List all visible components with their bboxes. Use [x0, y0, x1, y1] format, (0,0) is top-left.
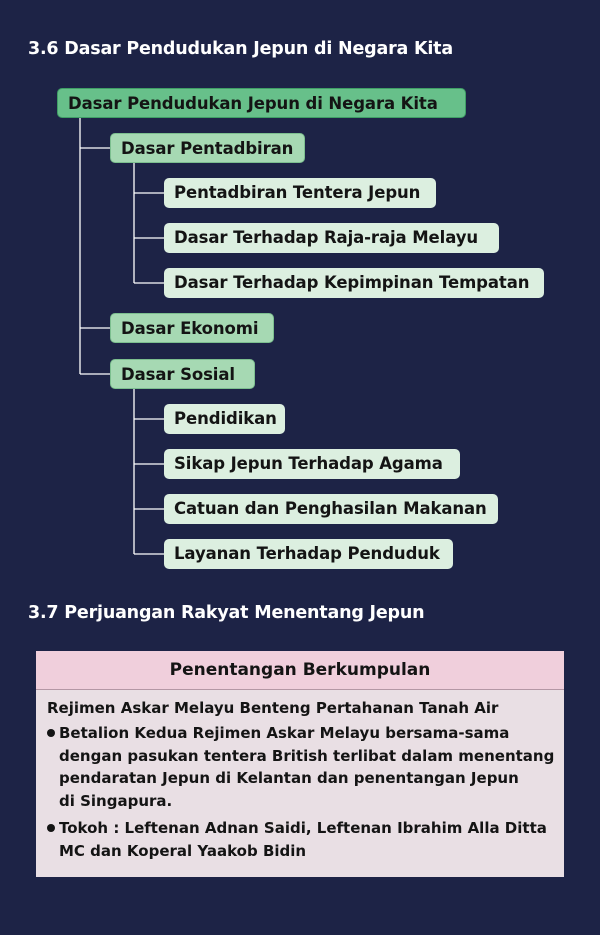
node-dasar-raja-raja-melayu: Dasar Terhadap Raja-raja Melayu	[164, 223, 499, 253]
node-pendidikan: Pendidikan	[164, 404, 285, 434]
node-dasar-ekonomi: Dasar Ekonomi	[110, 313, 274, 343]
tree-root-node: Dasar Pendudukan Jepun di Negara Kita	[57, 88, 466, 118]
node-sikap-jepun-agama: Sikap Jepun Terhadap Agama	[164, 449, 460, 479]
box-subtitle: Rejimen Askar Melayu Benteng Pertahanan Tanah Air	[47, 699, 499, 717]
node-catuan-makanan: Catuan dan Penghasilan Makanan	[164, 494, 498, 524]
bullet-line: dengan pasukan tentera British terlibat dalam menentang	[59, 746, 555, 765]
bullet-line: pendaratan Jepun di Kelantan dan penentangan Jepun	[59, 769, 519, 787]
bullet-dot-icon	[47, 729, 55, 737]
node-dasar-sosial: Dasar Sosial	[110, 359, 255, 389]
bullet-line: MC dan Koperal Yaakob Bidin	[59, 841, 307, 860]
bullet-dot-icon	[47, 824, 55, 832]
bullet-betalion	[47, 722, 555, 812]
section-title-3-6: 3.6 Dasar Pendudukan Jepun di Negara Kita	[28, 39, 453, 59]
section-title-3-7: 3.7 Perjuangan Rakyat Menentang Jepun	[28, 603, 425, 623]
bullet-tokoh	[47, 817, 547, 862]
penentangan-info-box	[36, 651, 564, 877]
node-dasar-kepimpinan-tempatan: Dasar Terhadap Kepimpinan Tempatan	[164, 268, 544, 298]
box-header: Penentangan Berkumpulan	[36, 651, 564, 690]
bullet-line: Tokoh : Leftenan Adnan Saidi, Leftenan Ibrahim Alla Ditta	[59, 819, 547, 837]
bullet-line: di Singapura.	[59, 791, 173, 810]
node-pentadbiran-tentera-jepun: Pentadbiran Tentera Jepun	[164, 178, 436, 208]
node-dasar-pentadbiran: Dasar Pentadbiran	[110, 133, 305, 163]
bullet-line: Betalion Kedua Rejimen Askar Melayu bersama-sama	[59, 724, 510, 742]
node-layanan-penduduk: Layanan Terhadap Penduduk	[164, 539, 453, 569]
